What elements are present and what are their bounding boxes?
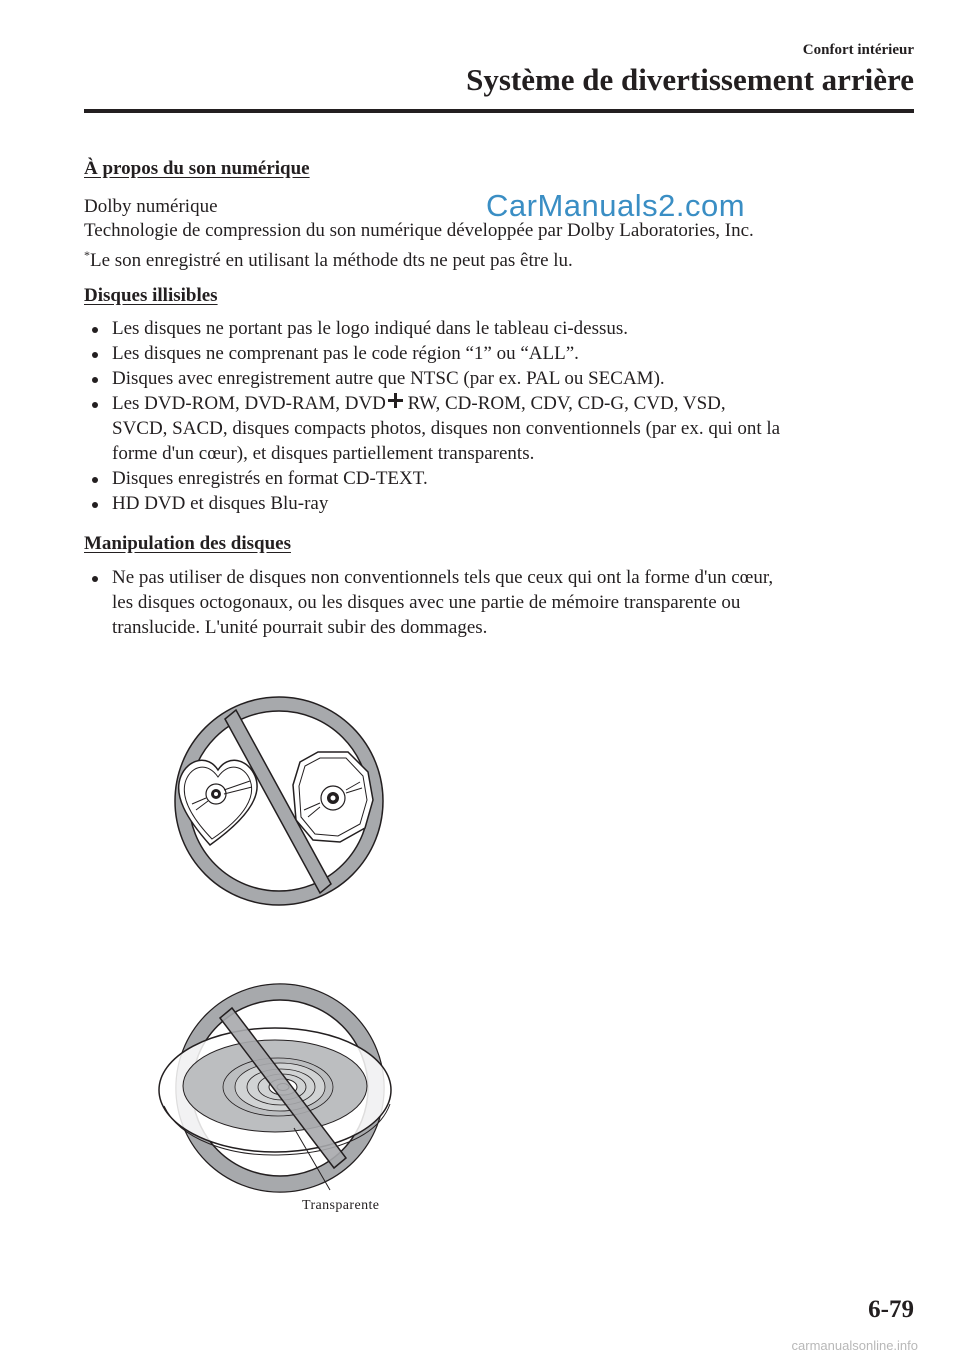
- list-item-text: forme d'un cœur), et disques partiellement transparents.: [112, 443, 535, 464]
- handling-list: [84, 565, 914, 640]
- irregular-discs-prohibited-illustration: [168, 690, 390, 912]
- heading-digital-sound: À propos du son numérique: [84, 158, 310, 179]
- list-item-text: RW, CD-ROM, CDV, CD-G, CVD, VSD,: [402, 393, 726, 414]
- footer-watermark: carmanualsonline.info: [791, 1338, 918, 1353]
- list-item-text: SVCD, SACD, disques compacts photos, disques non conventionnels (par ex. qui ont la: [112, 418, 781, 439]
- list-item-text: les disques octogonaux, ou les disques avec une partie de mémoire transparente ou: [112, 592, 741, 613]
- heading-disc-handling: Manipulation des disques: [84, 533, 291, 554]
- list-item-text: translucide. L'unité pourrait subir des dommages.: [112, 617, 488, 638]
- list-item: Les disques ne portant pas le logo indiqué dans le tableau ci-dessus.: [84, 316, 914, 341]
- list-item: Disques enregistrés en format CD-TEXT.: [84, 466, 914, 491]
- text-dolby-description: Technologie de compression du son numérique développée par Dolby Laboratories, Inc.: [84, 220, 754, 241]
- list-item-text: Les DVD-ROM, DVD-RAM, DVD: [112, 393, 386, 414]
- header-divider: [84, 109, 914, 113]
- footnote-text: Le son enregistré en utilisant la méthode dts ne peut pas être lu.: [90, 250, 573, 271]
- section-kicker: Confort intérieur: [802, 42, 914, 58]
- unreadable-discs-list: [84, 316, 914, 516]
- watermark-logo: CarManuals2.com: [486, 188, 746, 223]
- footnote-mark: *: [84, 248, 90, 262]
- list-item: HD DVD et disques Blu-ray: [84, 491, 914, 516]
- plus-icon: [388, 393, 403, 408]
- list-item: [84, 565, 914, 640]
- heading-unreadable-discs: Disques illisibles: [84, 285, 218, 306]
- octagon-disc-icon: [293, 752, 373, 842]
- transparent-disc-prohibited-illustration: [150, 990, 410, 1200]
- list-item: [84, 391, 914, 466]
- page-title: Système de divertissement arrière: [466, 62, 914, 97]
- footnote: [84, 243, 573, 273]
- list-item-text: Ne pas utiliser de disques non conventionnels tels que ceux qui ont la forme d'un cœur,: [112, 567, 774, 588]
- page-number: 6-79: [868, 1296, 914, 1323]
- list-item: Les disques ne comprenant pas le code région “1” ou “ALL”.: [84, 341, 914, 366]
- text-dolby: Dolby numérique: [84, 196, 218, 217]
- illustration-caption: Transparente: [302, 1198, 380, 1213]
- list-item: Disques avec enregistrement autre que NTSC (par ex. PAL ou SECAM).: [84, 366, 914, 391]
